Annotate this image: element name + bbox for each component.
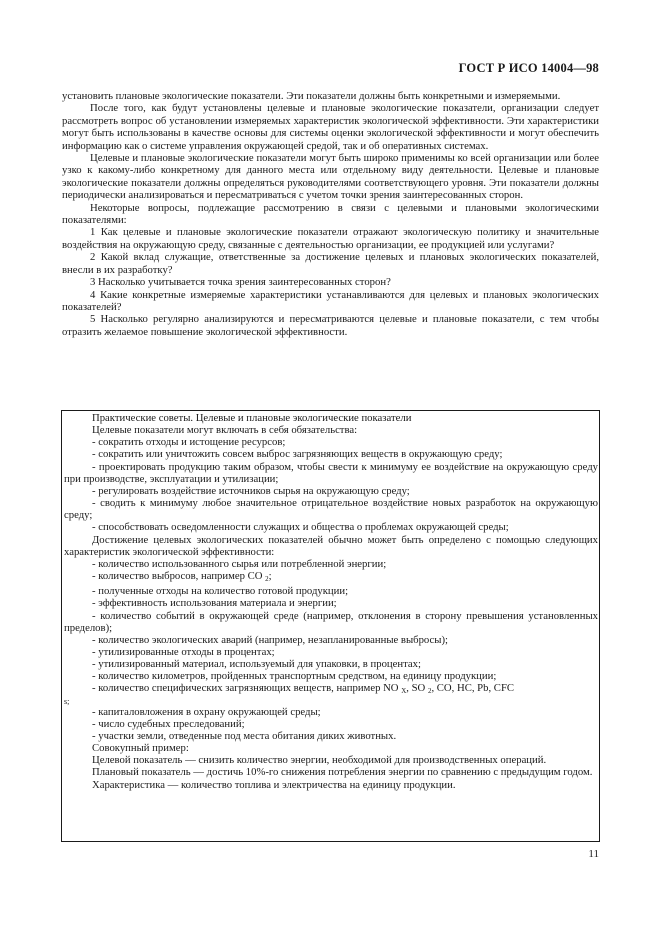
- question-item: 5 Насколько регулярно анализируются и пересматриваются целевые и плановые показатели, с тем чтобы отразить желаемое повышение экологической эффективности.: [62, 313, 599, 338]
- list-item: - сократить отходы и истощение ресурсов;: [92, 436, 286, 449]
- list-item: - сократить или уничтожить совсем выброс загрязняющих веществ в окружающую среду;: [92, 448, 503, 461]
- pollutants-text-rest: , CO, HC, Pb, CFC: [431, 682, 515, 695]
- list-item: - количество километров, пройденных транспортным средством, на единицу продукции;: [92, 670, 497, 683]
- commitments-intro: Целевые показатели могут включать в себя обязательства:: [92, 424, 358, 437]
- list-item: - количество экологических аварий (например, незапланированные выбросы);: [92, 633, 448, 646]
- emissions-end: ;: [268, 570, 272, 583]
- example-characteristic: Характеристика — количество топлива и электричества на единицу продукции.: [92, 778, 456, 791]
- question-item: 4 Какие конкретные измеряемые характеристики устанавливаются для целевых и плановых экологических показателей?: [62, 288, 599, 313]
- list-item-pollutants: [64, 682, 598, 697]
- list-item: - регулировать воздействие источников сырья на окружающую среду;: [92, 484, 410, 497]
- practical-advice-box: [61, 410, 600, 842]
- document-header: ГОСТ Р ИСО 14004—98: [458, 61, 599, 75]
- question-item: 1 Как целевые и плановые экологические показатели отражают экологическую политику и значительные воздействия на окружающую среду, связанные с деятельностью организации, ее продукцией или услугами?: [62, 226, 599, 251]
- page-number: 11: [588, 848, 599, 860]
- list-item-emissions: [64, 570, 598, 585]
- pollutants-text-so: , SO: [406, 682, 426, 695]
- emissions-text: - количество выбросов, например CO: [92, 570, 263, 583]
- pollutants-subscript-x: X: [401, 687, 407, 696]
- list-item: - капиталовложения в охрану окружающей среды;: [92, 705, 321, 718]
- list-item: - число судебных преследований;: [92, 717, 245, 730]
- list-item: - утилизированный материал, используемый для упаковки, в процентах;: [92, 658, 421, 671]
- example-plan: Плановый показатель — достичь 10%-го снижения потребления энергии по сравнению с предыдущим годом.: [92, 766, 593, 779]
- question-item: 2 Какой вклад служащие, ответственные за достижение целевых и плановых экологических показателей, внесли в их разработку?: [62, 251, 599, 276]
- body-text: [62, 90, 599, 338]
- pollutants-text: - количество специфических загрязняющих веществ, например NO: [92, 682, 399, 695]
- paragraph: установить плановые экологические показатели. Эти показатели должны быть конкретными и измеряемыми.: [62, 90, 561, 102]
- question-item: 3 Насколько учитывается точка зрения заинтересованных сторон?: [90, 276, 391, 289]
- pollutants-subscript-2: 2: [427, 687, 432, 696]
- characteristics-intro: Достижение целевых экологических показателей обычно может быть определено с помощью следующих характеристик экологической эффективности:: [64, 533, 598, 558]
- list-item: - количество событий в окружающей среде (например, отклонения в сторону превышения установленных пределов);: [64, 609, 598, 634]
- list-item: - сводить к минимуму любое значительное отрицательное воздействие новых разработок на окружающую среду;: [64, 497, 598, 522]
- paragraph: После того, как будут установлены целевые и плановые экологические показатели, организации следует рассмотреть вопрос об установлении измеряемых характеристик экологической эффективности. Эти характеристики могут быть использованы в качестве основы для системы оценки экологической эффективности и могут обеспечить информацию как о системе управления окружающей средой, так и об оперативных системах.: [62, 102, 599, 152]
- list-item: - утилизированные отходы в процентах;: [92, 645, 275, 658]
- paragraph: Некоторые вопросы, подлежащие рассмотрению в связи с целевыми и плановыми экологическими показателями:: [62, 201, 599, 227]
- list-item: - способствовать осведомленности служащих и общества о проблемах окружающей среды;: [92, 521, 509, 534]
- list-item: - участки земли, отведенные под места обитания диких животных.: [92, 729, 397, 742]
- pollutants-end: s;: [64, 696, 70, 706]
- box-title: Практические советы. Целевые и плановые экологические показатели: [92, 412, 412, 424]
- list-item: - полученные отходы на количество готовой продукции;: [92, 585, 349, 598]
- list-item: - проектировать продукцию таким образом, чтобы свести к минимуму ее воздействие на окружающую среду при производстве, эксплуатации и утилизации;: [64, 460, 598, 485]
- emissions-subscript: 2: [265, 575, 269, 584]
- list-item: - эффективность использования материала и энергии;: [92, 597, 337, 610]
- list-item: - количество использованного сырья или потребленной энергии;: [92, 557, 387, 570]
- paragraph: Целевые и плановые экологические показатели могут быть широко применимы ко всей организации или более узко к какому-либо конкретному для данного места или отдельному виду деятельности. Целевые и плановые экологические показатели должны определяться руководителями соответствующего уровня. Эти показатели должны периодически анализироваться и пересматриваться с учетом точки зрения заинтересованных сторон.: [62, 152, 599, 202]
- example-label: Совокупный пример:: [92, 742, 189, 755]
- example-target: Целевой показатель — снизить количество энергии, необходимой для производственных операций.: [92, 754, 547, 767]
